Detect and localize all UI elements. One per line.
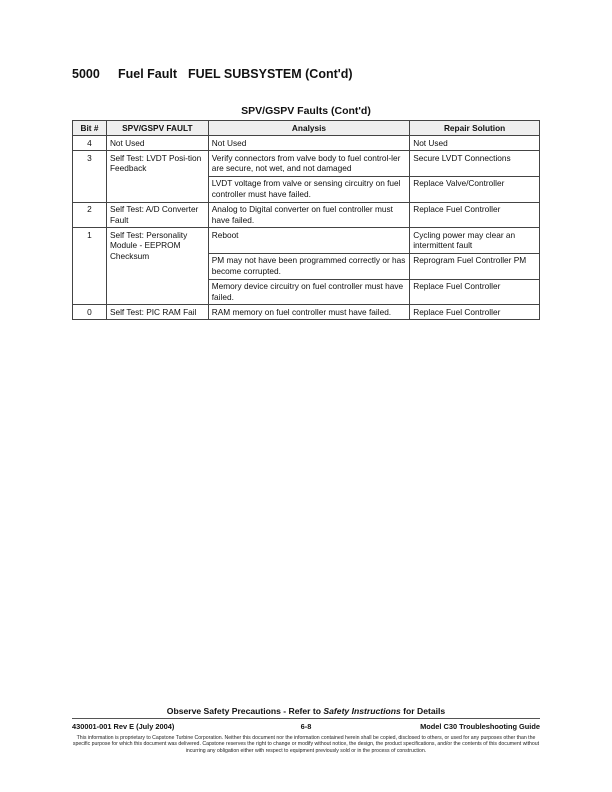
- table-body: [73, 136, 540, 320]
- table-row: [73, 228, 540, 254]
- fault-name-cell: Self Test: Personality Module - EEPROM Checksum: [106, 228, 208, 305]
- section-subtitle: FUEL SUBSYSTEM (Cont'd): [188, 67, 353, 81]
- bit-number-cell: 2: [73, 202, 107, 228]
- table-title: SPV/GSPV Faults (Cont'd): [241, 105, 371, 117]
- fault-name-cell: Self Test: LVDT Posi-tion Feedback: [106, 151, 208, 202]
- repair-solution-cell: Replace Valve/Controller: [410, 176, 540, 202]
- analysis-cell: Verify connectors from valve body to fuel control-ler are secure, not wet, and not damaged: [208, 151, 409, 177]
- analysis-cell: LVDT voltage from valve or sensing circuitry on fuel controller must have failed.: [208, 176, 409, 202]
- bit-number-cell: 1: [73, 228, 107, 305]
- fault-name-cell: Self Test: A/D Converter Fault: [106, 202, 208, 228]
- document-number: 430001-001 Rev E (July 2004): [72, 722, 175, 731]
- repair-solution-cell: Replace Fuel Controller: [410, 279, 540, 305]
- column-header-bit: Bit #: [73, 121, 107, 136]
- section-heading: [72, 67, 353, 81]
- analysis-cell: PM may not have been programmed correctly or has become corrupted.: [208, 253, 409, 279]
- column-header-solution: Repair Solution: [410, 121, 540, 136]
- safety-note-prefix: Observe Safety Precautions - Refer to: [166, 706, 324, 716]
- table-row: [73, 151, 540, 177]
- fault-name-cell: Self Test: PIC RAM Fail: [106, 305, 208, 320]
- section-code: 5000: [72, 67, 100, 81]
- repair-solution-cell: Reprogram Fuel Controller PM: [410, 253, 540, 279]
- safety-note-link-text: Safety Instructions: [323, 706, 401, 716]
- proprietary-disclaimer: This information is proprietary to Capstone Turbine Corporation. Neither this document nor the information contained herein shall be copied, disclosed to others, or used for any purposes other than the specific purpose for which this document was delivered. Capstone reserves the right to change or modify without notice, the design, the product specifications, and/or the contents of this document without incurring any obligation either with respect to equipment previously sold or in the process of construction.: [72, 735, 540, 754]
- footer-divider: [72, 718, 540, 719]
- analysis-cell: Memory device circuitry on fuel controller must have failed.: [208, 279, 409, 305]
- repair-solution-cell: Secure LVDT Connections: [410, 151, 540, 177]
- section-name: Fuel Fault: [118, 67, 178, 81]
- safety-note: [72, 706, 540, 716]
- table-row: [73, 136, 540, 151]
- analysis-cell: Analog to Digital converter on fuel controller must have failed.: [208, 202, 409, 228]
- bit-number-cell: 0: [73, 305, 107, 320]
- repair-solution-cell: Replace Fuel Controller: [410, 202, 540, 228]
- table-row: [73, 305, 540, 320]
- analysis-cell: Reboot: [208, 228, 409, 254]
- column-header-analysis: Analysis: [208, 121, 409, 136]
- table-row: [73, 202, 540, 228]
- bit-number-cell: 3: [73, 151, 107, 202]
- safety-note-suffix: for Details: [400, 706, 446, 716]
- page-number: 6-8: [300, 722, 312, 731]
- faults-table: [72, 120, 540, 320]
- repair-solution-cell: Cycling power may clear an intermittent fault: [410, 228, 540, 254]
- repair-solution-cell: Not Used: [410, 136, 540, 151]
- analysis-cell: RAM memory on fuel controller must have failed.: [208, 305, 409, 320]
- fault-name-cell: Not Used: [106, 136, 208, 151]
- column-header-fault: SPV/GSPV FAULT: [106, 121, 208, 136]
- repair-solution-cell: Replace Fuel Controller: [410, 305, 540, 320]
- bit-number-cell: 4: [73, 136, 107, 151]
- guide-title: Model C30 Troubleshooting Guide: [420, 722, 540, 731]
- table-header-row: [73, 121, 540, 136]
- analysis-cell: Not Used: [208, 136, 409, 151]
